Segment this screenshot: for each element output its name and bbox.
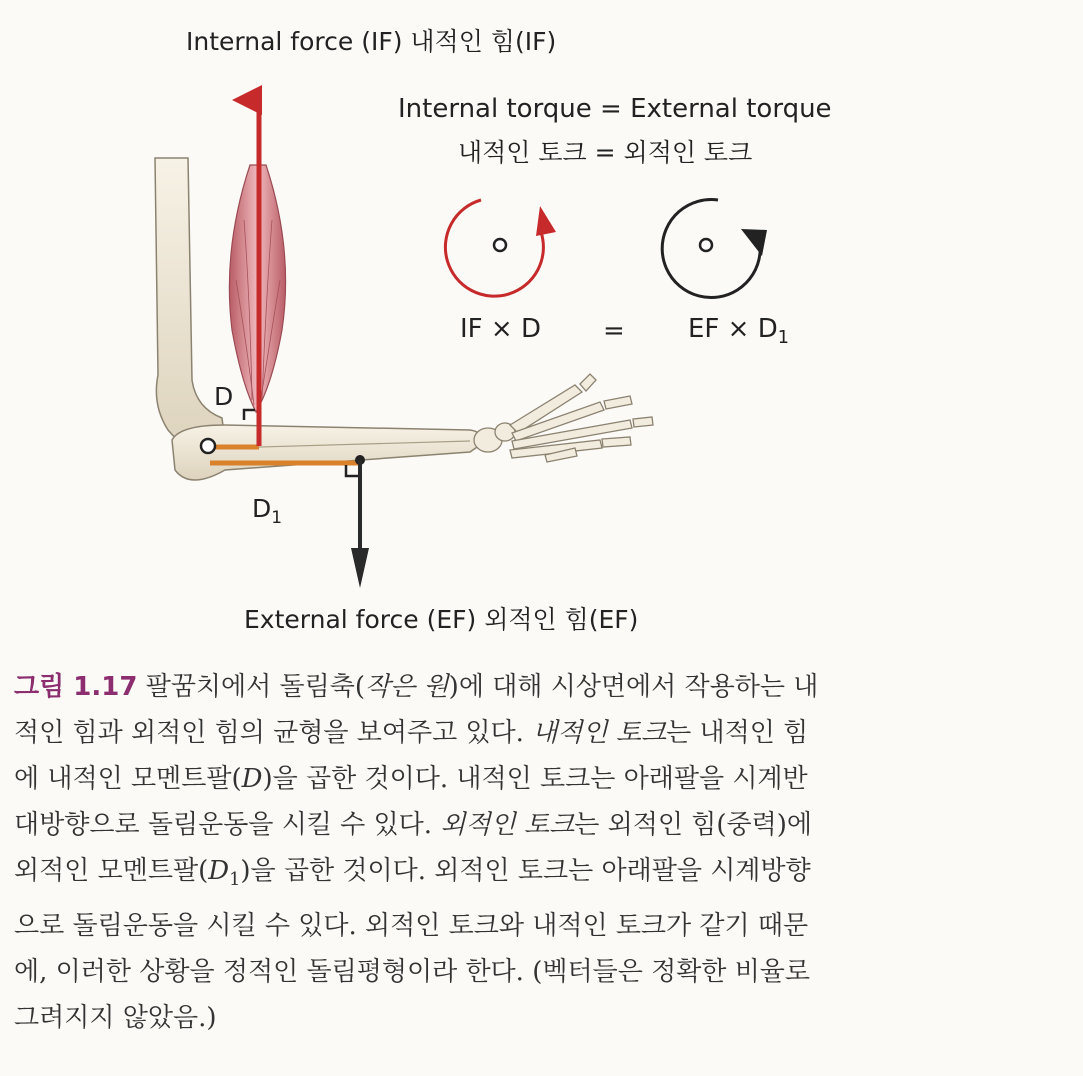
moment-arm-d-label: D [214,382,234,411]
external-force-label: External force (EF) 외적인 힘(EF) [244,605,639,634]
moment-arm-d1-subscript: 1 [271,507,283,528]
caption-line-4 [14,802,1074,848]
moment-arm-d1-label [252,494,282,528]
figure-caption [14,664,1074,1041]
equation-right-text: EF × D [688,314,778,344]
caption-line-8: 그려지지 않았음.) [14,1003,217,1034]
caption-line-5 [14,848,1074,903]
moment-arm-d1-text: D [252,494,272,523]
equation-right-term [688,314,789,348]
internal-torque-symbol [445,200,556,296]
caption-italic: D [208,856,230,886]
internal-force-label: Internal force (IF) 내적인 힘(IF) [186,27,557,56]
caption-text: 팔꿈치에서 돌림축( [137,672,366,702]
external-force-arrowhead [351,548,369,588]
forearm-bone [172,425,481,480]
caption-italic: 내적인 토크 [532,718,667,748]
caption-text: )에 대해 시상면에서 작용하는 내 [448,672,819,702]
equation-equals-sign: = [603,316,625,346]
caption-text: 외적인 모멘트팔( [14,856,209,886]
caption-line-6: 으로 돌림운동을 시킬 수 있다. 외적인 토크와 내적인 토크가 같기 때문 [14,911,809,942]
torque-equation-korean: 내적인 토크 = 외적인 토크 [458,138,753,167]
caption-italic: 외적인 토크 [440,810,575,840]
right-angle-marker-d1 [346,465,358,476]
external-torque-symbol [662,200,767,298]
axis-of-rotation [201,439,215,453]
caption-italic: 작은 원 [365,672,449,702]
figure-number: 그림 1.17 [14,672,138,702]
caption-line-3 [14,756,1074,802]
caption-line-1 [14,664,1074,710]
equation-left-term: IF × D [460,314,541,344]
caption-text: 는 내적인 힘 [666,718,809,748]
caption-line-7: 에, 이러한 상황을 정적인 돌림평형이라 한다. (벡터들은 정확한 비율로 [14,957,811,988]
equation-right-subscript: 1 [777,328,789,349]
caption-text: )을 곱한 것이다. 외적인 토크는 아래팔을 시계방향 [240,856,811,886]
hand-bones [474,374,653,462]
caption-text: )을 곱한 것이다. 내적인 토크는 아래팔을 시계반 [262,764,808,794]
caption-text: 적인 힘과 외적인 힘의 균형을 보여주고 있다. [14,718,533,748]
torque-equation-english: Internal torque = External torque [398,94,832,124]
caption-line-2 [14,710,1074,756]
right-angle-marker-d [244,410,255,420]
caption-text: 에 내적인 모멘트팔( [14,764,242,794]
caption-italic: D [241,764,263,794]
caption-text: 대방향으로 돌림운동을 시킬 수 있다. [14,810,441,840]
caption-subscript: 1 [229,870,241,891]
caption-text: 는 외적인 힘(중력)에 [574,810,812,840]
